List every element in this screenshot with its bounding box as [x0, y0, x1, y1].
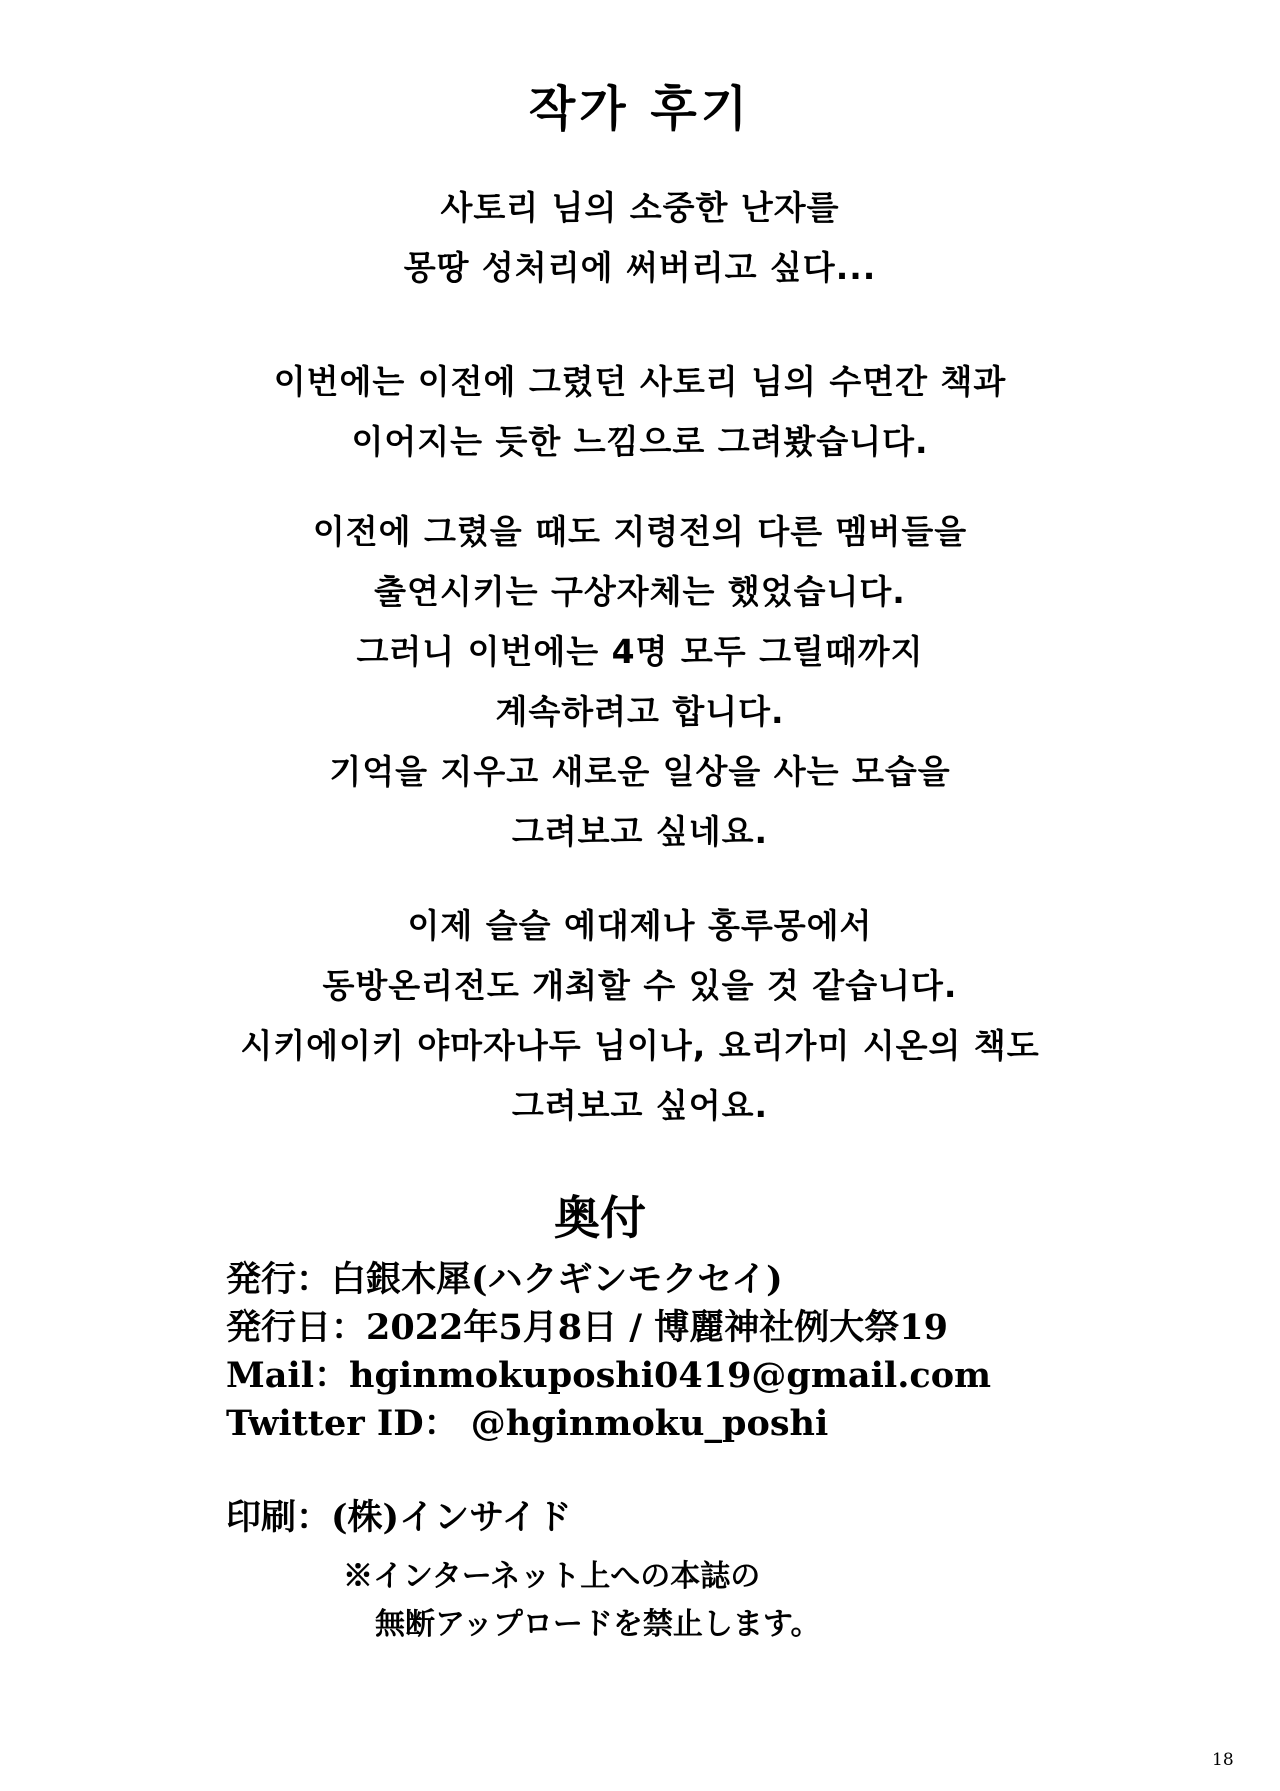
colophon-printer: 印刷：(株)インサイド	[226, 1497, 572, 1538]
afterword-line: 그려보고 싶네요.	[511, 812, 769, 851]
afterword-line: 계속하려고 합니다.	[495, 692, 785, 731]
afterword-line: 몽땅 성처리에 써버리고 싶다...	[403, 248, 877, 287]
afterword-line: 기억을 지우고 새로운 일상을 사는 모습을	[329, 752, 951, 791]
colophon-publisher: 発行：白銀木犀(ハクギンモクセイ)	[226, 1259, 783, 1300]
upload-notice-line: ※インターネット上への本誌の	[343, 1559, 761, 1594]
afterword-line: 출연시키는 구상자체는 했었습니다.	[374, 572, 906, 611]
colophon-title: 奥付	[554, 1191, 646, 1245]
afterword-title: 작가 후기	[528, 81, 752, 137]
afterword-line: 이번에는 이전에 그렸던 사토리 님의 수면간 책과	[273, 362, 1007, 401]
afterword-line: 이전에 그렸을 때도 지령전의 다른 멤버들을	[312, 512, 968, 551]
afterword-line: 이제 슬슬 예대제나 홍루몽에서	[407, 906, 873, 945]
afterword-line: 시키에이키 야마자나두 님이나, 요리가미 시온의 책도	[240, 1026, 1040, 1065]
afterword-line: 그러니 이번에는 4명 모두 그릴때까지	[356, 632, 924, 671]
afterword-line: 동방온리전도 개최할 수 있을 것 같습니다.	[322, 966, 958, 1005]
afterword-line: 사토리 님의 소중한 난자를	[440, 188, 840, 227]
afterword-line: 이어지는 듯한 느낌으로 그려봤습니다.	[351, 422, 929, 461]
afterword-line: 그려보고 싶어요.	[511, 1086, 769, 1125]
upload-notice-line: 無断アップロードを禁止します。	[375, 1607, 821, 1642]
colophon-mail: Mail：hginmokuposhi0419@gmail.com	[226, 1355, 992, 1396]
colophon-date: 発行日：2022年5月8日 / 博麗神社例大祭19	[226, 1307, 948, 1348]
colophon-twitter: Twitter ID： @hginmoku_poshi	[226, 1403, 829, 1444]
page-number: 18	[1212, 1750, 1234, 1770]
